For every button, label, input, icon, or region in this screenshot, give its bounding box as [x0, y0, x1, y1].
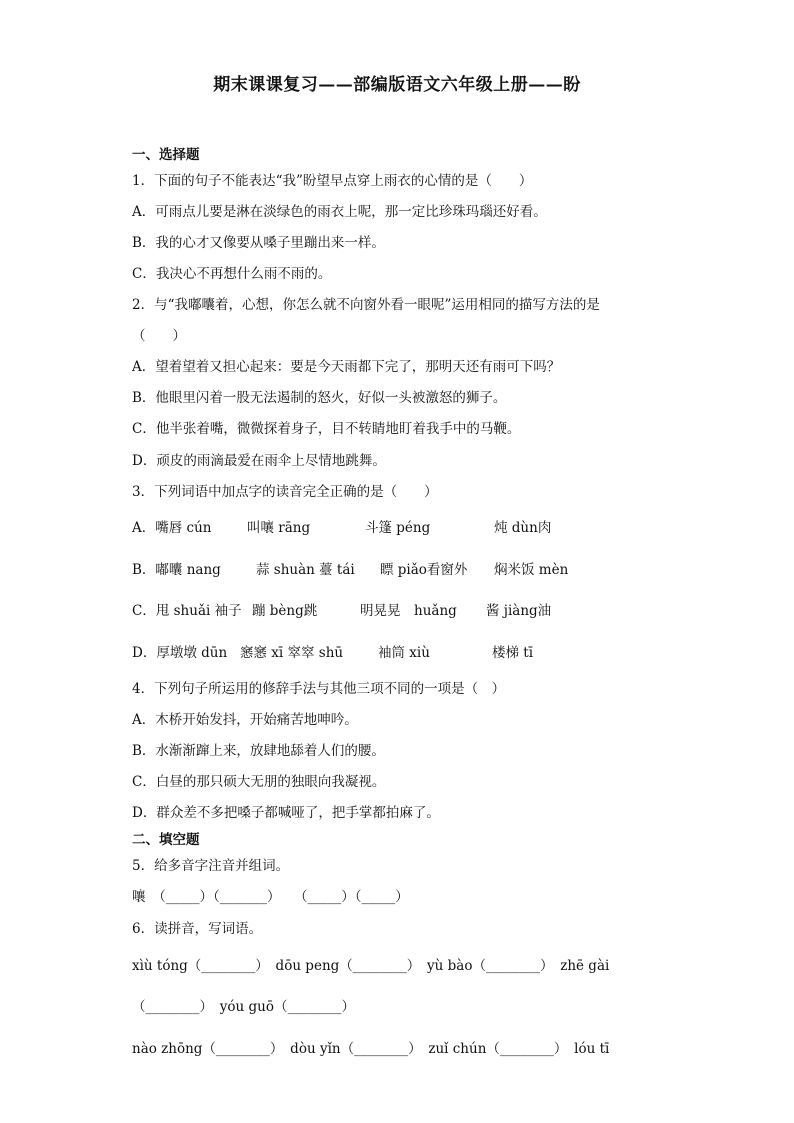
q5-stem: 5．给多音字注音并组词。: [132, 858, 290, 874]
q2-stem-blank: （ ）: [132, 328, 186, 344]
q3-a-cell: 叫嚷 rāng: [247, 520, 311, 536]
page-title: 期末课课复习——部编版语文六年级上册——盼: [213, 75, 581, 95]
q4-option-b: B．水渐渐蹿上来，放肆地舔着人们的腰。: [132, 743, 385, 759]
q1-option-a: A．可雨点儿要是淋在淡绿色的雨衣上呢，那一定比珍珠玛瑙还好看。: [132, 204, 547, 220]
q5-answer-line: 嚷 （_____）（_______） （_____）（_____）: [132, 889, 409, 905]
q3-stem: 3．下列词语中加点字的读音完全正确的是（ ）: [132, 484, 438, 500]
q3-b-cell: B．嘟囔 nang: [132, 562, 221, 578]
q6-pinyin-line-3: nào zhōng（________） dòu yǐn（________） zuǐ chún（________） lóu tī: [132, 1041, 610, 1057]
q2-option-a: A．望着望着又担心起来：要是今天雨都下完了，那明天还有雨可下吗？: [132, 359, 561, 375]
q2-option-c: C．他半张着嘴，微微探着身子，目不转睛地盯着我手中的马鞭。: [132, 421, 521, 437]
q3-d-cell: 袖筒 xiù: [378, 645, 430, 661]
q6-pinyin-line-2: （________） yóu guō（________）: [132, 999, 355, 1015]
q3-a-cell: A．嘴唇 cún: [132, 520, 212, 536]
q4-option-a: A．木桥开始发抖，开始痛苦地呻吟。: [132, 712, 358, 728]
q1-stem: 1．下面的句子不能表达“我”盼望早点穿上雨衣的心情的是（ ）: [132, 173, 533, 189]
q3-a-cell: 炖 dùn肉: [494, 520, 552, 536]
q3-c-cell: 蹦 bèng跳: [252, 603, 318, 619]
q3-c-cell: 酱 jiàng油: [486, 603, 552, 619]
q6-pinyin-line-1: xìù tóng（________） dōu peng（________） yù bào（________） zhē gài: [132, 958, 610, 974]
q3-d-cell: 楼梯 tī: [492, 645, 534, 661]
q3-b-cell: 焖米饭 mèn: [494, 562, 569, 578]
q2-stem: 2．与“我嘟囔着，心想，你怎么就不向窗外看一眼呢”运用相同的描写方法的是: [132, 297, 600, 313]
q2-option-b: B．他眼里闪着一股无法遏制的怒火，好似一头被激怒的狮子。: [132, 390, 507, 406]
section-heading-choice: 一、选择题: [132, 147, 200, 163]
q4-stem: 4．下列句子所运用的修辞手法与其他三项不同的一项是（ ）: [132, 681, 506, 697]
q3-b-cell: 瞟 piǎo看窗外: [380, 562, 468, 578]
q2-option-d: D．顽皮的雨滴最爱在雨伞上尽情地跳舞。: [132, 453, 386, 469]
q4-option-c: C．白昼的那只硕大无朋的独眼向我凝视。: [132, 774, 386, 790]
q1-option-c: C．我决心不再想什么雨不雨的。: [132, 266, 332, 282]
q1-option-b: B．我的心才又像要从嗓子里蹦出来一样。: [132, 235, 385, 251]
q3-c-cell: C．甩 shuǎi 袖子: [132, 603, 242, 619]
q3-d-cell: 窸窸 xī 窣窣 shū: [240, 645, 344, 661]
q4-option-d: D．群众差不多把嗓子都喊哑了，把手掌都拍麻了。: [132, 805, 440, 821]
section-heading-fill: 二、填空题: [132, 832, 200, 848]
q3-a-cell: 斗篷 péng: [365, 520, 431, 536]
q3-d-cell: D．厚墩墩 dūn: [132, 645, 228, 661]
q3-b-cell: 蒜 shuàn 薹 tái: [256, 562, 355, 578]
q6-stem: 6．读拼音，写词语。: [132, 921, 263, 937]
q3-c-cell: 明晃晃 huǎng: [360, 603, 457, 619]
